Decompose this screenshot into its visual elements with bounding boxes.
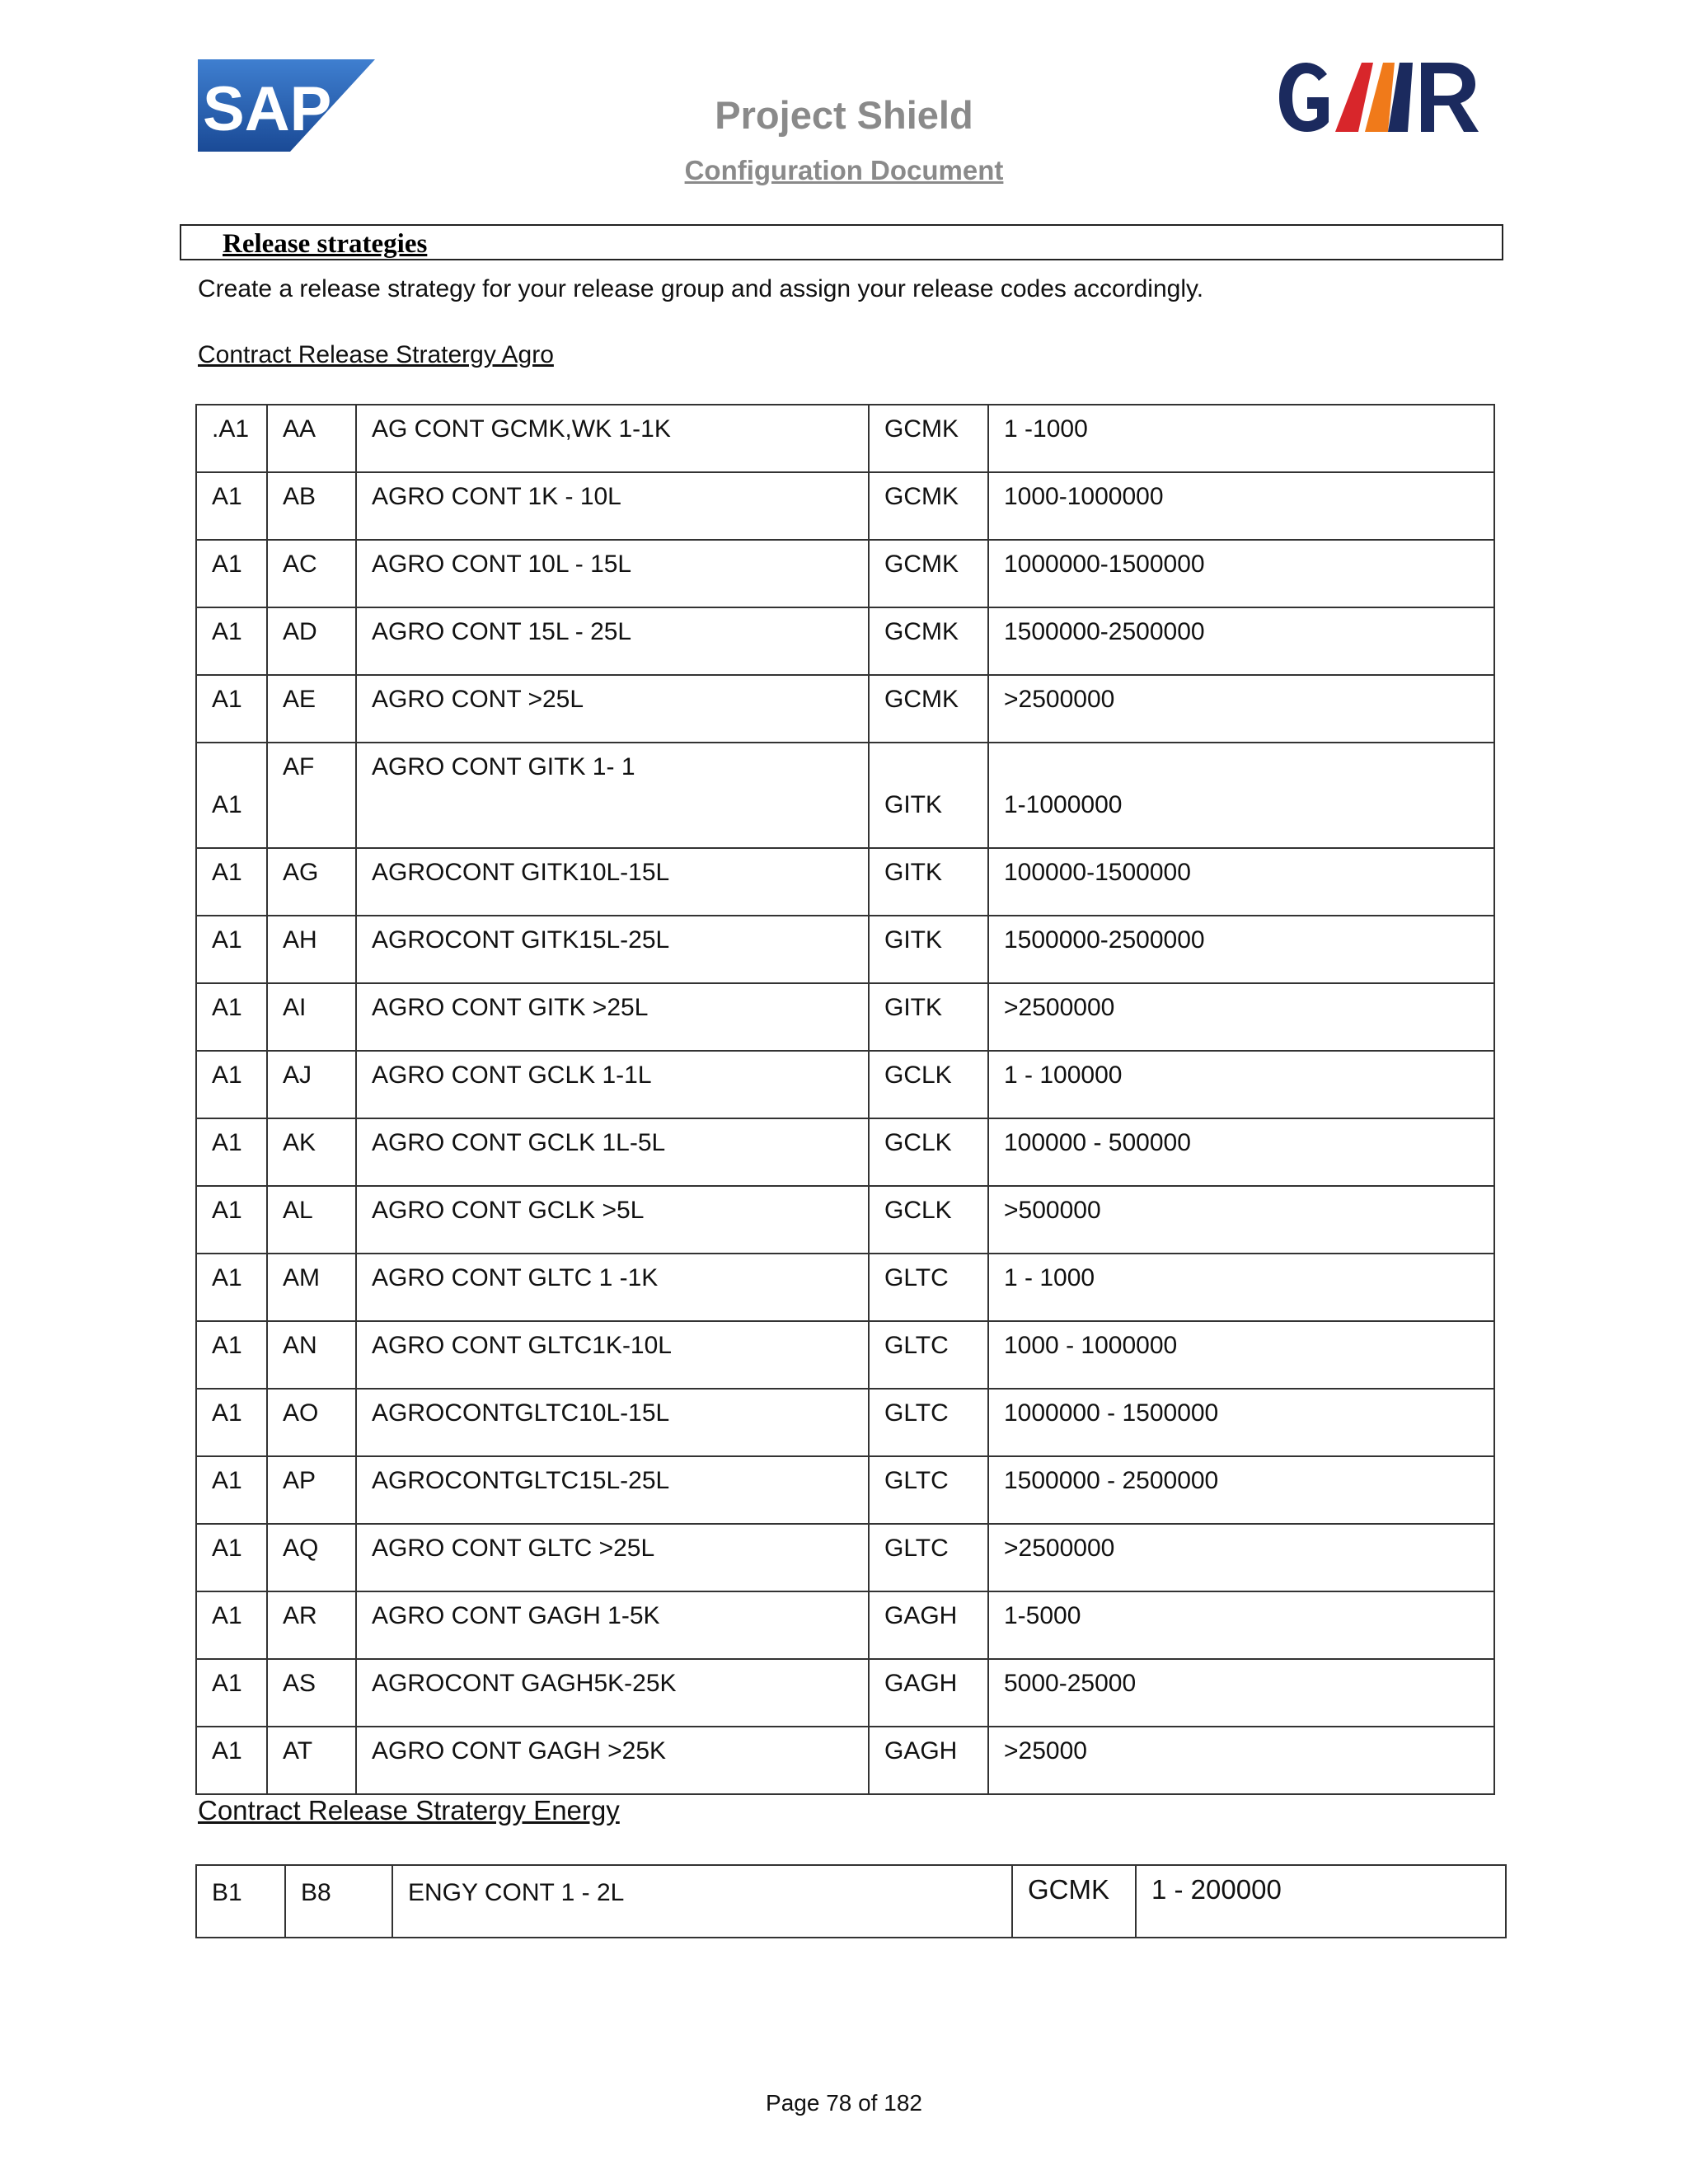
cell-code [267,1524,356,1591]
cell-group-text: A1 [212,1062,242,1089]
cell-plant-text: GLTC [884,1535,949,1562]
cell-code [267,1118,356,1186]
cell-code [267,983,356,1051]
cell-group [196,1051,267,1118]
document-subtitle: Configuration Document [684,155,1004,185]
table-row [196,675,1494,743]
cell-code-text: AS [283,1670,316,1697]
cell-group [196,1591,267,1659]
cell-code [267,540,356,607]
cell-group-text: A1 [212,791,242,818]
document-title: Project Shield [715,93,973,137]
cell-group-text: A1 [212,1602,242,1629]
cell-code [267,1727,356,1794]
cell-range [988,848,1494,916]
cell-group-text: A1 [212,1670,242,1697]
cell-range [988,1456,1494,1524]
cell-plant-text: GITK [884,791,943,818]
cell-range-text: 1000000 - 1500000 [1004,1399,1219,1427]
cell-range-text: 1 -1000 [1004,415,1088,443]
cell-group-text: A1 [212,1399,242,1427]
cell-group [196,1186,267,1254]
cell-plant [869,916,988,983]
table-row [196,1591,1494,1659]
cell-code [267,1591,356,1659]
cell-plant [869,1118,988,1186]
cell-group [196,1254,267,1321]
cell-group [196,743,267,848]
cell-plant-text: GAGH [884,1737,958,1765]
table-row [196,1118,1494,1186]
cell-description-text: AGRO CONT GCLK 1-1L [372,1062,652,1089]
cell-group-text: A1 [212,926,242,954]
cell-range [988,1524,1494,1591]
energy-table-body [196,1865,1506,1938]
cell-group [196,1865,285,1938]
cell-range-text: 1000000-1500000 [1004,551,1205,578]
table-row [196,743,1494,848]
table-row [196,1865,1506,1938]
cell-description [356,983,869,1051]
cell-plant [869,1727,988,1794]
cell-range-text: 1500000-2500000 [1004,926,1205,954]
cell-plant-text: GCMK [1028,1874,1109,1905]
cell-plant [869,1186,988,1254]
cell-range-text: 1000 - 1000000 [1004,1332,1178,1359]
table-row [196,916,1494,983]
cell-range-text: 5000-25000 [1004,1670,1137,1697]
cell-range [988,1659,1494,1727]
cell-range [988,607,1494,675]
cell-code-text: AL [283,1197,313,1224]
cell-group-text: A1 [212,1129,242,1156]
cell-plant-text: GCMK [884,483,959,510]
cell-plant [869,607,988,675]
agro-table-body [196,405,1494,1794]
cell-plant-text: GCLK [884,1129,952,1156]
cell-group-text: A1 [212,686,242,713]
cell-description [356,1118,869,1186]
cell-code-text: AG [283,859,319,886]
table-row [196,1321,1494,1389]
cell-code [267,405,356,472]
cell-plant-text: GCMK [884,551,959,578]
table-row [196,472,1494,540]
cell-plant [869,540,988,607]
cell-plant-text: GLTC [884,1264,949,1291]
cell-plant [869,1591,988,1659]
cell-plant [869,472,988,540]
table-row [196,983,1494,1051]
cell-plant-text: GLTC [884,1399,949,1427]
cell-group [196,848,267,916]
section-title: Release strategies [223,229,428,259]
section-intro: Create a release strategy for your release group and assign your release codes accordingly. [198,275,1204,302]
table-row [196,1186,1494,1254]
cell-group-text: A1 [212,1737,242,1765]
agro-heading: Contract Release Stratergy Agro [198,341,554,368]
cell-group-text: A1 [212,859,242,886]
table-row [196,1051,1494,1118]
cell-plant [869,1524,988,1591]
cell-description-text: AGRO CONT GAGH 1-5K [372,1602,660,1629]
cell-range [988,1051,1494,1118]
cell-description-text: AG CONT GCMK,WK 1-1K [372,415,671,443]
cell-description [356,405,869,472]
table-row [196,540,1494,607]
cell-group-text: A1 [212,1332,242,1359]
cell-plant-text: GCLK [884,1197,952,1224]
cell-code-text: AT [283,1737,313,1765]
cell-group [196,1659,267,1727]
cell-plant [869,675,988,743]
sap-logo-text: SAP [203,74,332,144]
cell-plant [869,1659,988,1727]
cell-range [988,983,1494,1051]
table-row [196,1456,1494,1524]
cell-range [988,1118,1494,1186]
cell-plant-text: GAGH [884,1670,958,1697]
cell-group-text: A1 [212,1535,242,1562]
cell-code-text: AQ [283,1535,319,1562]
cell-description-text: AGRO CONT GCLK >5L [372,1197,645,1224]
cell-group-text: A1 [212,551,242,578]
cell-code-text: AH [283,926,317,954]
cell-description-text: AGRO CONT 10L - 15L [372,551,632,578]
cell-description [356,1727,869,1794]
cell-group-text: A1 [212,1264,242,1291]
cell-group [196,675,267,743]
cell-group [196,983,267,1051]
cell-plant [869,1254,988,1321]
cell-description-text: AGROCONT GAGH5K-25K [372,1670,677,1697]
cell-group [196,405,267,472]
cell-description-text: AGRO CONT GAGH >25K [372,1737,667,1765]
cell-plant [869,1321,988,1389]
cell-plant-text: GITK [884,859,943,886]
cell-code-text: AE [283,686,316,713]
cell-description-text: ENGY CONT 1 - 2L [408,1879,625,1906]
cell-range [988,916,1494,983]
cell-plant-text: GITK [884,926,943,954]
cell-code-text: AR [283,1602,317,1629]
cell-description-text: AGRO CONT >25L [372,686,584,713]
cell-description-text: AGROCONT GITK10L-15L [372,859,670,886]
cell-range [988,743,1494,848]
cell-description [356,1321,869,1389]
cell-range [988,1591,1494,1659]
energy-heading: Contract Release Stratergy Energy [198,1795,620,1825]
cell-code [267,848,356,916]
cell-code-text: AD [283,618,317,645]
cell-code-text: AM [283,1264,320,1291]
cell-description [356,1051,869,1118]
cell-description [356,1254,869,1321]
cell-code-text: AA [283,415,316,443]
cell-range-text: 1500000-2500000 [1004,618,1205,645]
agro-release-table [195,404,1495,1795]
table-row [196,1727,1494,1794]
table-row [196,1524,1494,1591]
cell-code-text: AF [283,753,315,780]
cell-description-text: AGRO CONT 1K - 10L [372,483,621,510]
cell-code [267,1051,356,1118]
cell-description-text: AGRO CONT GITK 1- 1 [372,753,635,780]
cell-range-text: 100000 - 500000 [1004,1129,1191,1156]
cell-range-text: 100000-1500000 [1004,859,1191,886]
cell-group-text: A1 [212,994,242,1021]
cell-description [356,1524,869,1591]
cell-code [267,1659,356,1727]
cell-code [267,1321,356,1389]
cell-plant [869,405,988,472]
cell-description-text: AGRO CONT GLTC 1 -1K [372,1264,659,1291]
cell-range-text: 1000-1000000 [1004,483,1164,510]
cell-range-text: >2500000 [1004,686,1115,713]
cell-range [988,1186,1494,1254]
cell-range-text: >25000 [1004,1737,1087,1765]
cell-plant [869,1051,988,1118]
table-row [196,848,1494,916]
cell-code [267,1456,356,1524]
cell-description [356,472,869,540]
cell-description [392,1865,1012,1938]
cell-description [356,607,869,675]
cell-code [267,916,356,983]
table-row [196,1389,1494,1456]
cell-code [267,1186,356,1254]
cell-description [356,1186,869,1254]
cell-group-text: A1 [212,1197,242,1224]
cell-code-text: B8 [301,1879,331,1906]
cell-range-text: 1-5000 [1004,1602,1081,1629]
cell-description [356,540,869,607]
cell-plant [1012,1865,1136,1938]
cell-group-text: B1 [212,1879,242,1906]
cell-description-text: AGRO CONT GLTC1K-10L [372,1332,672,1359]
cell-plant [869,848,988,916]
cell-description [356,1659,869,1727]
cell-range [988,1254,1494,1321]
cell-description [356,848,869,916]
cell-range-text: >500000 [1004,1197,1101,1224]
cell-plant-text: GCMK [884,618,959,645]
table-row [196,607,1494,675]
cell-plant [869,743,988,848]
cell-group-text: A1 [212,1467,242,1494]
cell-range-text: >2500000 [1004,1535,1115,1562]
cell-group-text: A1 [212,483,242,510]
cell-plant-text: GAGH [884,1602,958,1629]
cell-code [267,675,356,743]
cell-plant-text: GITK [884,994,943,1021]
cell-code-text: AJ [283,1062,312,1089]
cell-range [988,1321,1494,1389]
cell-plant [869,983,988,1051]
cell-description-text: AGROCONT GITK15L-25L [372,926,670,954]
cell-description [356,916,869,983]
cell-range [988,405,1494,472]
cell-range-text: 1 - 100000 [1004,1062,1123,1089]
cell-group [196,607,267,675]
cell-range-text: 1 - 1000 [1004,1264,1095,1291]
cell-code-text: AK [283,1129,316,1156]
cell-plant-text: GLTC [884,1332,949,1359]
cell-range-text: 1500000 - 2500000 [1004,1467,1219,1494]
cell-range [1136,1865,1506,1938]
cell-plant-text: GLTC [884,1467,949,1494]
cell-description-text: AGROCONTGLTC10L-15L [372,1399,670,1427]
cell-range [988,1389,1494,1456]
cell-group [196,1118,267,1186]
cell-group [196,916,267,983]
cell-group [196,472,267,540]
cell-code [267,743,356,848]
cell-code [267,472,356,540]
cell-code-text: AO [283,1399,319,1427]
cell-plant [869,1456,988,1524]
cell-description [356,1456,869,1524]
cell-code [267,1254,356,1321]
cell-code-text: AC [283,551,317,578]
cell-code [267,1389,356,1456]
cell-range-text: >2500000 [1004,994,1115,1021]
cell-range [988,540,1494,607]
cell-group [196,1456,267,1524]
cell-description [356,1591,869,1659]
table-row [196,1254,1494,1321]
cell-plant-text: GCMK [884,415,959,443]
cell-plant-text: GCMK [884,686,959,713]
page-number: Page 78 of 182 [766,2090,922,2116]
cell-range [988,472,1494,540]
cell-group [196,1727,267,1794]
cell-group [196,1321,267,1389]
cell-code [267,607,356,675]
cell-range [988,1727,1494,1794]
cell-description-text: AGRO CONT GITK >25L [372,994,649,1021]
cell-code [285,1865,392,1938]
cell-range [988,675,1494,743]
cell-group-text: A1 [212,618,242,645]
table-row [196,405,1494,472]
cell-group-text: .A1 [212,415,250,443]
cell-description-text: AGRO CONT GLTC >25L [372,1535,655,1562]
cell-description-text: AGRO CONT 15L - 25L [372,618,632,645]
energy-release-table [195,1864,1507,1938]
table-row [196,1659,1494,1727]
cell-plant-text: GCLK [884,1062,952,1089]
cell-description-text: AGROCONTGLTC15L-25L [372,1467,670,1494]
cell-plant [869,1389,988,1456]
cell-code-text: AN [283,1332,317,1359]
cell-code-text: AP [283,1467,316,1494]
cell-code-text: AI [283,994,307,1021]
cell-range-text: 1-1000000 [1004,791,1123,818]
cell-group [196,540,267,607]
cell-group [196,1524,267,1591]
cell-range-text: 1 - 200000 [1151,1874,1282,1905]
cell-code-text: AB [283,483,316,510]
cell-description [356,1389,869,1456]
cell-description [356,675,869,743]
cell-description-text: AGRO CONT GCLK 1L-5L [372,1129,666,1156]
cell-description [356,743,869,848]
cell-group [196,1389,267,1456]
